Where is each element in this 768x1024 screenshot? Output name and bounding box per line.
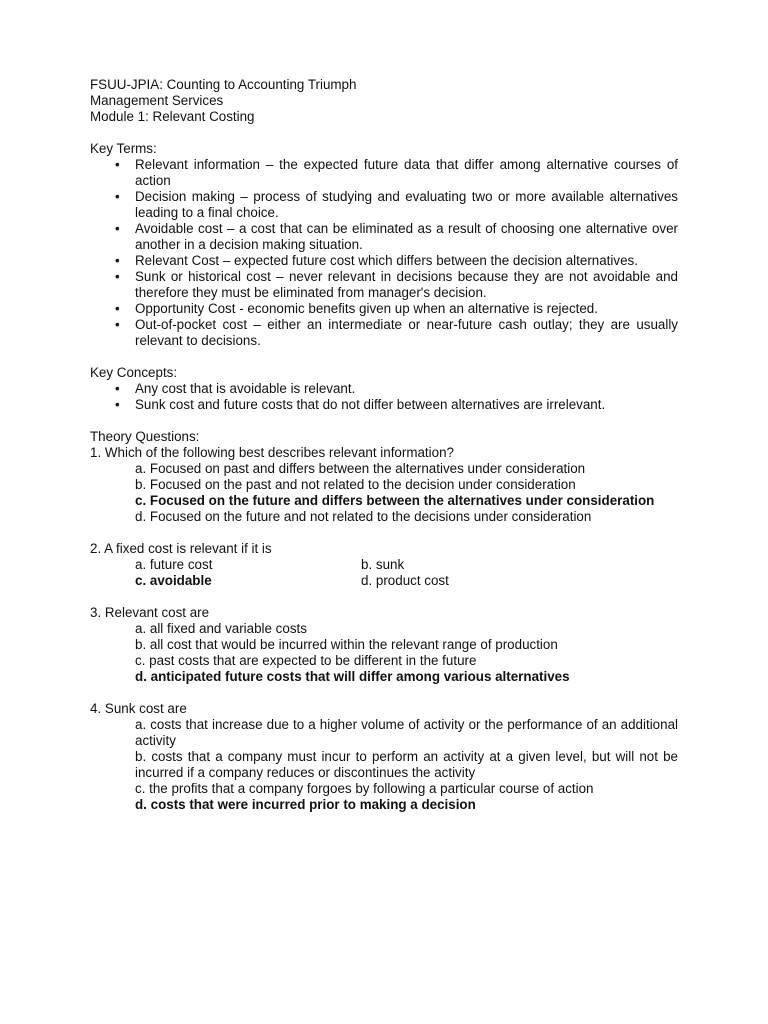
question-4: 4. Sunk cost are — [90, 701, 187, 716]
q1-option-b: b. Focused on the past and not related to the decision under consideration — [135, 477, 576, 492]
key-term-item: • Relevant Cost – expected future cost which differs between the decision alternatives. — [90, 253, 678, 269]
key-concept-item: • Sunk cost and future costs that do not differ between alternatives are irrelevant. — [90, 397, 678, 413]
theory-heading: Theory Questions: — [90, 429, 200, 444]
q2-option-d: d. product cost — [361, 573, 449, 588]
q2-options-row-1 — [90, 557, 678, 573]
q4-option-a: a. costs that increase due to a higher volume of activity or the performance of an additional activity — [135, 717, 678, 748]
header-subject: Management Services — [90, 93, 224, 108]
key-concepts-list — [90, 381, 678, 413]
q2-option-a: a. future cost — [135, 557, 213, 572]
header-org-title: FSUU-JPIA: Counting to Accounting Triumph — [90, 77, 357, 92]
header-module: Module 1: Relevant Costing — [90, 109, 255, 124]
q4-option-d-answer: d. costs that were incurred prior to making a decision — [135, 797, 476, 812]
key-term-item: • Sunk or historical cost – never relevant in decisions because they are not avoidable and therefore they must be eliminated from manager's decision. — [90, 269, 678, 301]
key-terms-list — [90, 157, 678, 349]
key-concepts-heading: Key Concepts: — [90, 365, 178, 380]
key-concept-item: • Any cost that is avoidable is relevant. — [90, 381, 678, 397]
q1-option-c-answer: c. Focused on the future and differs between the alternatives under consideration — [135, 493, 655, 508]
question-1: 1. Which of the following best describes relevant information? — [90, 445, 454, 460]
q3-option-a: a. all fixed and variable costs — [135, 621, 307, 636]
question-2: 2. A fixed cost is relevant if it is — [90, 541, 272, 556]
key-term-item: • Out-of-pocket cost – either an intermediate or near-future cash outlay; they are usually relevant to decisions. — [90, 317, 678, 349]
q3-option-c: c. past costs that are expected to be different in the future — [135, 653, 477, 668]
key-terms-heading: Key Terms: — [90, 141, 157, 156]
q4-option-b: b. costs that a company must incur to perform an activity at a given level, but will not be incurred if a company reduces or discontinues the activity — [135, 749, 678, 780]
q4-option-c: c. the profits that a company forgoes by following a particular course of action — [135, 781, 594, 796]
q1-option-a: a. Focused on past and differs between the alternatives under consideration — [135, 461, 586, 476]
q3-option-d-answer: d. anticipated future costs that will differ among various alternatives — [135, 669, 570, 684]
key-term-item: • Opportunity Cost - economic benefits given up when an alternative is rejected. — [90, 301, 678, 317]
key-term-item: • Relevant information – the expected future data that differ among alternative courses of action — [90, 157, 678, 189]
key-term-item: • Decision making – process of studying and evaluating two or more available alternatives leading to a final choice. — [90, 189, 678, 221]
key-term-item: • Avoidable cost – a cost that can be eliminated as a result of choosing one alternative over another in a decision making situation. — [90, 221, 678, 253]
q2-options-row-2 — [90, 573, 678, 589]
q2-option-c-answer: c. avoidable — [135, 573, 212, 588]
q1-option-d: d. Focused on the future and not related to the decisions under consideration — [135, 509, 592, 524]
q2-option-b: b. sunk — [361, 557, 405, 572]
q3-option-b: b. all cost that would be incurred within the relevant range of production — [135, 637, 558, 652]
question-3: 3. Relevant cost are — [90, 605, 210, 620]
